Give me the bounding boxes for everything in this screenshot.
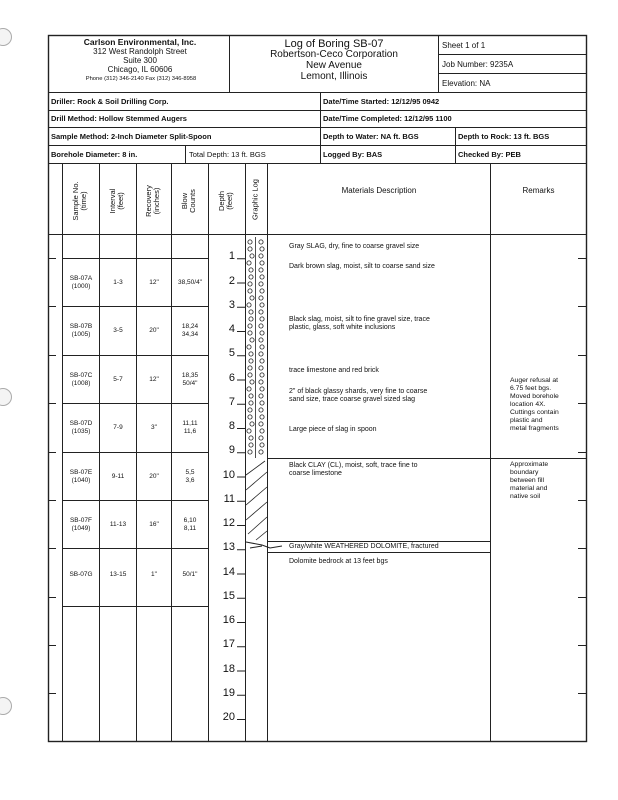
slag-symbol	[259, 352, 263, 356]
remark-boundary: boundary	[510, 469, 539, 476]
sample-blows: 6,10	[183, 517, 197, 524]
desc-black-slag: Black slag, moist, silt to fine gravel size, trace	[289, 316, 430, 323]
sample-method: Sample Method: 2-Inch Diameter Split-Spoon	[51, 132, 212, 141]
slag-symbol	[249, 317, 253, 321]
slag-symbol	[248, 240, 252, 244]
col-depth: Depth (feet)	[217, 191, 234, 212]
slag-symbol	[260, 443, 264, 447]
slag-symbol	[250, 422, 254, 426]
company-street: 312 West Randolph Street	[93, 47, 187, 56]
slag-symbol	[247, 429, 251, 433]
slag-symbol	[248, 450, 252, 454]
depth-label: 11	[223, 492, 235, 505]
date-completed: Date/Time Completed: 12/12/95 1100	[323, 114, 452, 123]
slag-symbol	[260, 401, 264, 405]
desc-slag-in-spoon: Large piece of slag in spoon	[289, 426, 377, 433]
slag-symbol	[259, 380, 263, 384]
sample-time: (1035)	[71, 428, 91, 435]
slag-symbol	[250, 296, 254, 300]
slag-symbol	[259, 296, 263, 300]
sample-interval: 5-7	[113, 376, 123, 383]
sample-recovery: 1"	[151, 571, 157, 578]
desc-black-slag-2: plastic, glass, soft white inclusions	[289, 324, 396, 331]
sample-blows: 38,50/4"	[178, 279, 202, 286]
sample-id: SB-07C	[69, 372, 93, 379]
slag-symbol	[248, 366, 252, 370]
slag-symbol	[259, 394, 263, 398]
sample-time: (1008)	[71, 380, 91, 387]
col-sample-no: Sample No. (time)	[71, 181, 88, 221]
slag-symbol	[247, 345, 251, 349]
desc-glassy-shards: 2" of black glassy shards, very fine to coarse	[289, 388, 428, 395]
slag-symbol	[259, 282, 263, 286]
sample-blows-2: 8,11	[183, 525, 197, 532]
desc-dark-brown-slag: Dark brown slag, moist, silt to coarse sand size	[289, 263, 435, 270]
sample-blows: 50/1"	[182, 571, 198, 578]
depth-label: 18	[222, 662, 235, 675]
slag-symbol	[249, 268, 253, 272]
slag-symbol	[249, 394, 253, 398]
slag-symbol	[249, 443, 253, 447]
remark-cuttings: Cuttings contain	[510, 409, 559, 416]
slag-symbol	[247, 387, 251, 391]
graphic-log-clay	[246, 461, 267, 540]
slag-symbol	[259, 450, 263, 454]
slag-symbol	[260, 415, 264, 419]
slag-symbol	[259, 240, 263, 244]
sample-time: (1049)	[71, 525, 91, 532]
desc-glassy-shards-2: sand size, trace coarse gravel sized slag	[289, 396, 416, 403]
graphic-log-slag	[247, 237, 264, 458]
slag-symbol	[248, 247, 252, 251]
slag-symbol	[260, 429, 264, 433]
client-name: Robertson-Ceco Corporation	[270, 49, 398, 60]
slag-symbol	[260, 289, 264, 293]
sample-interval: 11-13	[109, 521, 127, 528]
sample-id: SB-07E	[69, 469, 93, 476]
slag-symbol	[248, 373, 252, 377]
depth-label: 3	[228, 298, 235, 311]
slag-symbol	[260, 275, 264, 279]
slag-symbol	[259, 436, 263, 440]
depth-label: 8	[228, 420, 235, 432]
company-city: Chicago, IL 60606	[107, 65, 173, 74]
sample-interval: 1-3	[113, 279, 123, 286]
slag-symbol	[247, 303, 251, 307]
slag-symbol	[249, 310, 253, 314]
slag-symbol	[259, 338, 263, 342]
sample-time: (1000)	[71, 283, 91, 290]
company-phone: Phone (312) 346-2140 Fax (312) 346-8958	[85, 76, 197, 82]
depth-label: 20	[222, 711, 235, 723]
slag-symbol	[250, 380, 254, 384]
total-depth: Total Depth: 13 ft. BGS	[189, 150, 266, 159]
depth-label: 6	[228, 371, 235, 384]
site-name: New Avenue	[306, 60, 362, 71]
remark-location: location 4X.	[510, 401, 546, 408]
sample-id: SB-07B	[69, 323, 93, 330]
depth-label: 14	[222, 565, 235, 578]
depth-label: 2	[228, 274, 235, 287]
elevation: Elevation: NA	[442, 79, 491, 88]
slag-symbol	[260, 261, 264, 265]
driller: Driller: Rock & Soil Drilling Corp.	[51, 97, 169, 106]
sample-time: (1005)	[71, 331, 91, 338]
slag-symbol	[250, 338, 254, 342]
depth-label: 12	[222, 517, 235, 529]
sample-blows-2: 3,6	[185, 477, 195, 484]
slag-symbol	[248, 408, 252, 412]
slag-symbol	[260, 387, 264, 391]
col-blow-counts: Blow Counts	[180, 189, 197, 213]
slag-symbol	[249, 401, 253, 405]
sample-recovery: 20"	[149, 327, 159, 334]
col-recovery: Recovery (inches)	[144, 185, 161, 217]
slag-symbol	[260, 359, 264, 363]
sample-id: SB-07A	[69, 275, 93, 282]
slag-symbol	[248, 282, 252, 286]
sample-blows-2: 34,34	[181, 331, 199, 338]
sample-recovery: 12"	[149, 279, 159, 286]
sample-interval: 7-9	[113, 424, 123, 431]
company-suite: Suite 300	[123, 56, 157, 65]
depth-label: 13	[222, 541, 235, 554]
slag-symbol	[248, 415, 252, 419]
site-location: Lemont, Illinois	[300, 71, 368, 82]
slag-symbol	[259, 366, 263, 370]
sample-blows: 18,35	[181, 372, 199, 379]
slag-symbol	[259, 310, 263, 314]
drill-method: Drill Method: Hollow Stemmed Augers	[51, 114, 187, 123]
slag-symbol	[260, 345, 264, 349]
slag-symbol	[260, 303, 264, 307]
slag-symbol	[259, 422, 263, 426]
sample-time: (1040)	[71, 477, 91, 484]
remark-moved-borehole: Moved borehole	[510, 393, 559, 400]
sample-blows: 5,5	[185, 469, 195, 476]
depth-label: 9	[228, 444, 235, 457]
sample-id: SB-07G	[69, 571, 93, 578]
slag-symbol	[250, 254, 254, 258]
depth-to-rock: Depth to Rock: 13 ft. BGS	[458, 132, 550, 141]
depth-label: 5	[228, 347, 235, 360]
remark-native-soil: native soil	[510, 493, 541, 500]
slag-symbol	[247, 261, 251, 265]
sample-interval: 3-5	[113, 327, 123, 334]
slag-symbol	[248, 331, 252, 335]
job-number: Job Number: 9235A	[442, 60, 514, 69]
slag-symbol	[249, 352, 253, 356]
depth-label: 7	[228, 395, 235, 408]
slag-symbol	[249, 359, 253, 363]
sample-blows: 11,11	[182, 420, 198, 427]
desc-black-clay-2: coarse limestone	[289, 470, 342, 477]
depth-label: 15	[222, 589, 235, 602]
remark-approximate: Approximate	[510, 461, 549, 468]
depth-to-water: Depth to Water: NA ft. BGS	[323, 132, 419, 141]
slag-symbol	[259, 254, 263, 258]
sample-interval: 9-11	[111, 473, 125, 480]
slag-symbol	[248, 289, 252, 293]
slag-symbol	[248, 324, 252, 328]
depth-label: 4	[228, 323, 235, 335]
remark-metal: metal fragments	[510, 425, 559, 432]
depth-label: 16	[222, 614, 235, 626]
desc-limestone-brick: trace limestone and red brick	[289, 367, 379, 374]
desc-black-clay: Black CLAY (CL), moist, soft, trace fine to	[289, 462, 418, 469]
remark-auger-refusal: Auger refusal at	[510, 377, 558, 384]
depth-label: 19	[222, 686, 235, 699]
slag-symbol	[259, 408, 263, 412]
sheet-number: Sheet 1 of 1	[442, 41, 486, 50]
remark-material: material and	[510, 485, 548, 492]
remark-auger-refusal-2: 6.75 feet bgs.	[510, 385, 552, 392]
depth-label: 17	[222, 638, 235, 651]
desc-gray-slag: Gray SLAG, dry, fine to coarse gravel size	[289, 243, 420, 250]
sample-recovery: 16"	[149, 521, 159, 528]
sample-recovery: 12"	[149, 376, 159, 383]
sample-recovery: 3"	[151, 424, 157, 431]
slag-symbol	[260, 331, 264, 335]
date-started: Date/Time Started: 12/12/95 0942	[323, 97, 440, 106]
sample-id: SB-07F	[69, 517, 93, 524]
slag-symbol	[249, 275, 253, 279]
desc-weathered-dolomite: Gray/white WEATHERED DOLOMITE, fractured	[289, 543, 439, 550]
sample-blows-2: 11,6	[183, 428, 197, 435]
slag-symbol	[260, 317, 264, 321]
slag-symbol	[259, 324, 263, 328]
col-remarks: Remarks	[522, 186, 555, 195]
depth-label: 1	[228, 250, 235, 263]
slag-symbol	[249, 436, 253, 440]
sample-id: SB-07D	[69, 420, 93, 427]
slag-symbol	[259, 268, 263, 272]
company-name: Carlson Environmental, Inc.	[83, 37, 197, 47]
col-interval: Interval (feet)	[108, 188, 125, 214]
graphic-log-dolomite	[246, 542, 282, 548]
remark-between-fill: between fill	[510, 477, 545, 484]
slag-symbol	[260, 247, 264, 251]
desc-dolomite-bedrock: Dolomite bedrock at 13 feet bgs	[289, 558, 388, 565]
sample-recovery: 20"	[149, 473, 159, 480]
sample-blows-2: 50/4"	[182, 380, 198, 387]
depth-label: 10	[222, 468, 235, 481]
checked-by: Checked By: PEB	[458, 150, 521, 159]
slag-symbol	[260, 373, 264, 377]
sample-blows: 18,24	[181, 323, 199, 330]
log-title: Log of Boring SB-07	[284, 38, 384, 50]
sample-interval: 13-15	[109, 571, 127, 578]
remark-plastic: plastic and	[510, 417, 543, 424]
col-materials-description: Materials Description	[341, 186, 417, 195]
borehole-diameter: Borehole Diameter: 8 in.	[51, 150, 138, 159]
logged-by: Logged By: BAS	[323, 150, 383, 159]
col-graphic-log: Graphic Log	[250, 179, 260, 220]
